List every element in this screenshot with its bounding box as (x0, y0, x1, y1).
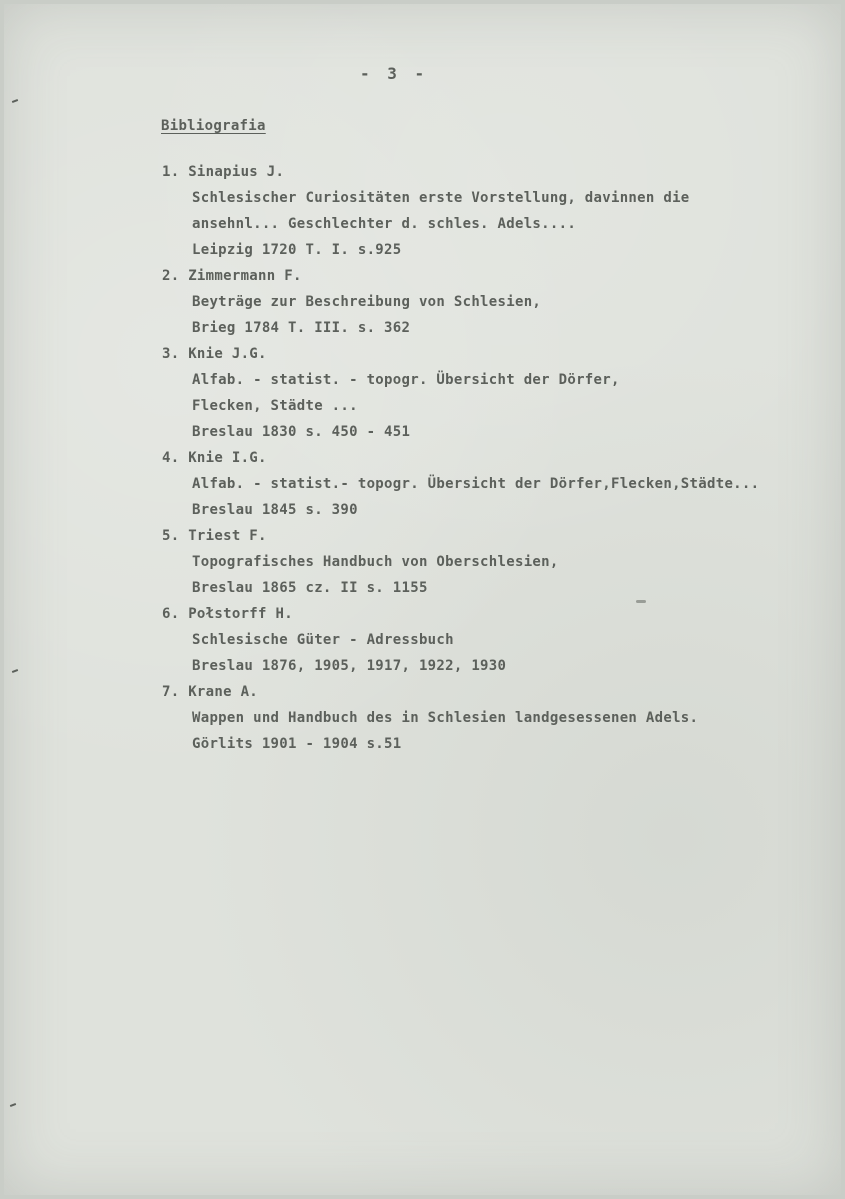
entry-author: Sinapius J. (188, 164, 285, 180)
entry-line: Schlesischer Curiositäten erste Vorstellung, davinnen die (192, 190, 690, 206)
document-page (4, 4, 841, 1195)
entry-header (162, 341, 620, 367)
margin-tick-mark (10, 1103, 16, 1107)
bibliography-entry-3 (162, 341, 620, 445)
entry-line: Breslau 1845 s. 390 (192, 502, 358, 518)
entry-line: Alfab. - statist. - topogr. Übersicht der Dörfer, (192, 372, 620, 388)
entry-header (162, 523, 559, 549)
entry-header (162, 679, 698, 705)
entry-number: 4. (162, 450, 180, 466)
bibliography-entry-6 (162, 601, 506, 679)
entry-line: Brieg 1784 T. III. s. 362 (192, 320, 411, 336)
entry-number: 6. (162, 606, 180, 622)
entry-number: 5. (162, 528, 180, 544)
bibliography-entry-7 (162, 679, 698, 757)
entry-line: Breslau 1865 cz. II s. 1155 (192, 580, 428, 596)
entry-header (162, 601, 506, 627)
entry-number: 1. (162, 164, 180, 180)
bibliography-entry-1 (162, 159, 690, 263)
bibliography-entry-2 (162, 263, 541, 341)
bibliography-heading: Bibliografia (161, 118, 266, 134)
entry-line: Wappen und Handbuch des in Schlesien landgesessenen Adels. (192, 710, 699, 726)
entry-line: Leipzig 1720 T. I. s.925 (192, 242, 402, 258)
entry-line: Beyträge zur Beschreibung von Schlesien, (192, 294, 542, 310)
paper-speck (636, 600, 646, 603)
entry-author: Połstorff H. (188, 606, 293, 622)
bibliography-entry-4 (162, 445, 759, 523)
entry-line: Topografisches Handbuch von Oberschlesien, (192, 554, 559, 570)
entry-author: Krane A. (188, 684, 259, 700)
entry-header (162, 263, 541, 289)
entry-line: Alfab. - statist.- topogr. Übersicht der Dörfer,Flecken,Städte... (192, 476, 760, 492)
bibliography-entry-5 (162, 523, 559, 601)
entry-author: Triest F. (188, 528, 267, 544)
entry-header (162, 445, 759, 471)
entry-author: Knie I.G. (188, 450, 267, 466)
entry-author: Zimmermann F. (188, 268, 302, 284)
margin-tick-mark (12, 99, 18, 103)
entry-number: 2. (162, 268, 180, 284)
entry-line: Schlesische Güter - Adressbuch (192, 632, 454, 648)
page-number: - 3 - (360, 64, 429, 83)
entry-line: Breslau 1876, 1905, 1917, 1922, 1930 (192, 658, 507, 674)
entry-line: Flecken, Städte ... (192, 398, 358, 414)
entry-number: 7. (162, 684, 180, 700)
entry-line: ansehnl... Geschlechter d. schles. Adels.... (192, 216, 577, 232)
entry-number: 3. (162, 346, 180, 362)
margin-tick-mark (12, 669, 18, 673)
entry-line: Breslau 1830 s. 450 - 451 (192, 424, 411, 440)
entry-header (162, 159, 690, 185)
entry-line: Görlits 1901 - 1904 s.51 (192, 736, 402, 752)
entry-author: Knie J.G. (188, 346, 267, 362)
